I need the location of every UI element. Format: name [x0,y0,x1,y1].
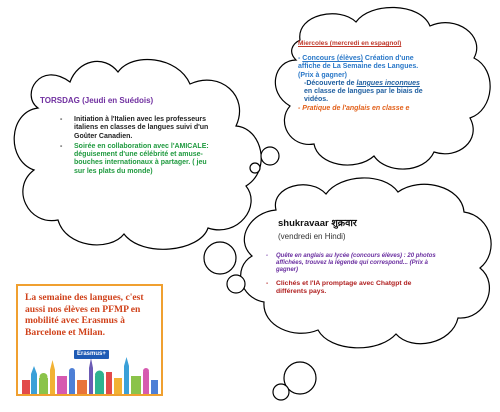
thursday-title: TORSDAG (Jeudi en Suédois) [40,96,154,105]
wednesday-block [298,55,424,113]
thursday-list [56,116,216,178]
friday-item-ai: - Clichés et l'IA promptage avec Chatgpt de différents pays. [266,280,436,296]
thursday-item-italian: - Initiation à l'Italien avec les professeurs italiens en classes de langues suivi d'un Goûter Canadien. [56,116,216,141]
wednesday-item-english-practice: - Pratique de l'anglais en classe e [298,104,410,112]
contest-link[interactable]: Concours (élèves) [302,55,363,62]
wednesday-item-contest: - Concours (élèves) Création d'une affiche de La Semaine des Langues. (Prix à gagner) [298,55,419,79]
erasmus-text: La semaine des langues, c'est aussi nos élèves en PFMP en mobilité avec Erasmus à Barcelone et Milan. [25,292,144,339]
friday-item-quest: - Quête en anglais au lycée (concours élèves) : 20 photos affichées, trouvez la légende qui correspond... (Prix à gagner) [266,253,436,274]
friday-list [266,253,436,302]
friday-subtitle: (vendredi en Hindi) [278,232,346,241]
erasmus-box [16,284,163,396]
european-landmarks-illustration [20,354,159,394]
thursday-item-soiree: - Soirée en collaboration avec l'AMICALE: déguisement d'une célébrité et amuse-bouches internationaux à partager. ( jeu sur les plats du monde) [56,143,216,176]
wednesday-title: Miercoles (mercredi en espagnol) [298,40,402,47]
erasmus-logo: Erasmus+ [74,350,109,359]
wednesday-item-unknown-languages: -Découverte de langues inconnues en classe de langues par le biais de vidéos. [304,79,423,104]
friday-title: shukravaar शुक्रवार [278,218,357,229]
